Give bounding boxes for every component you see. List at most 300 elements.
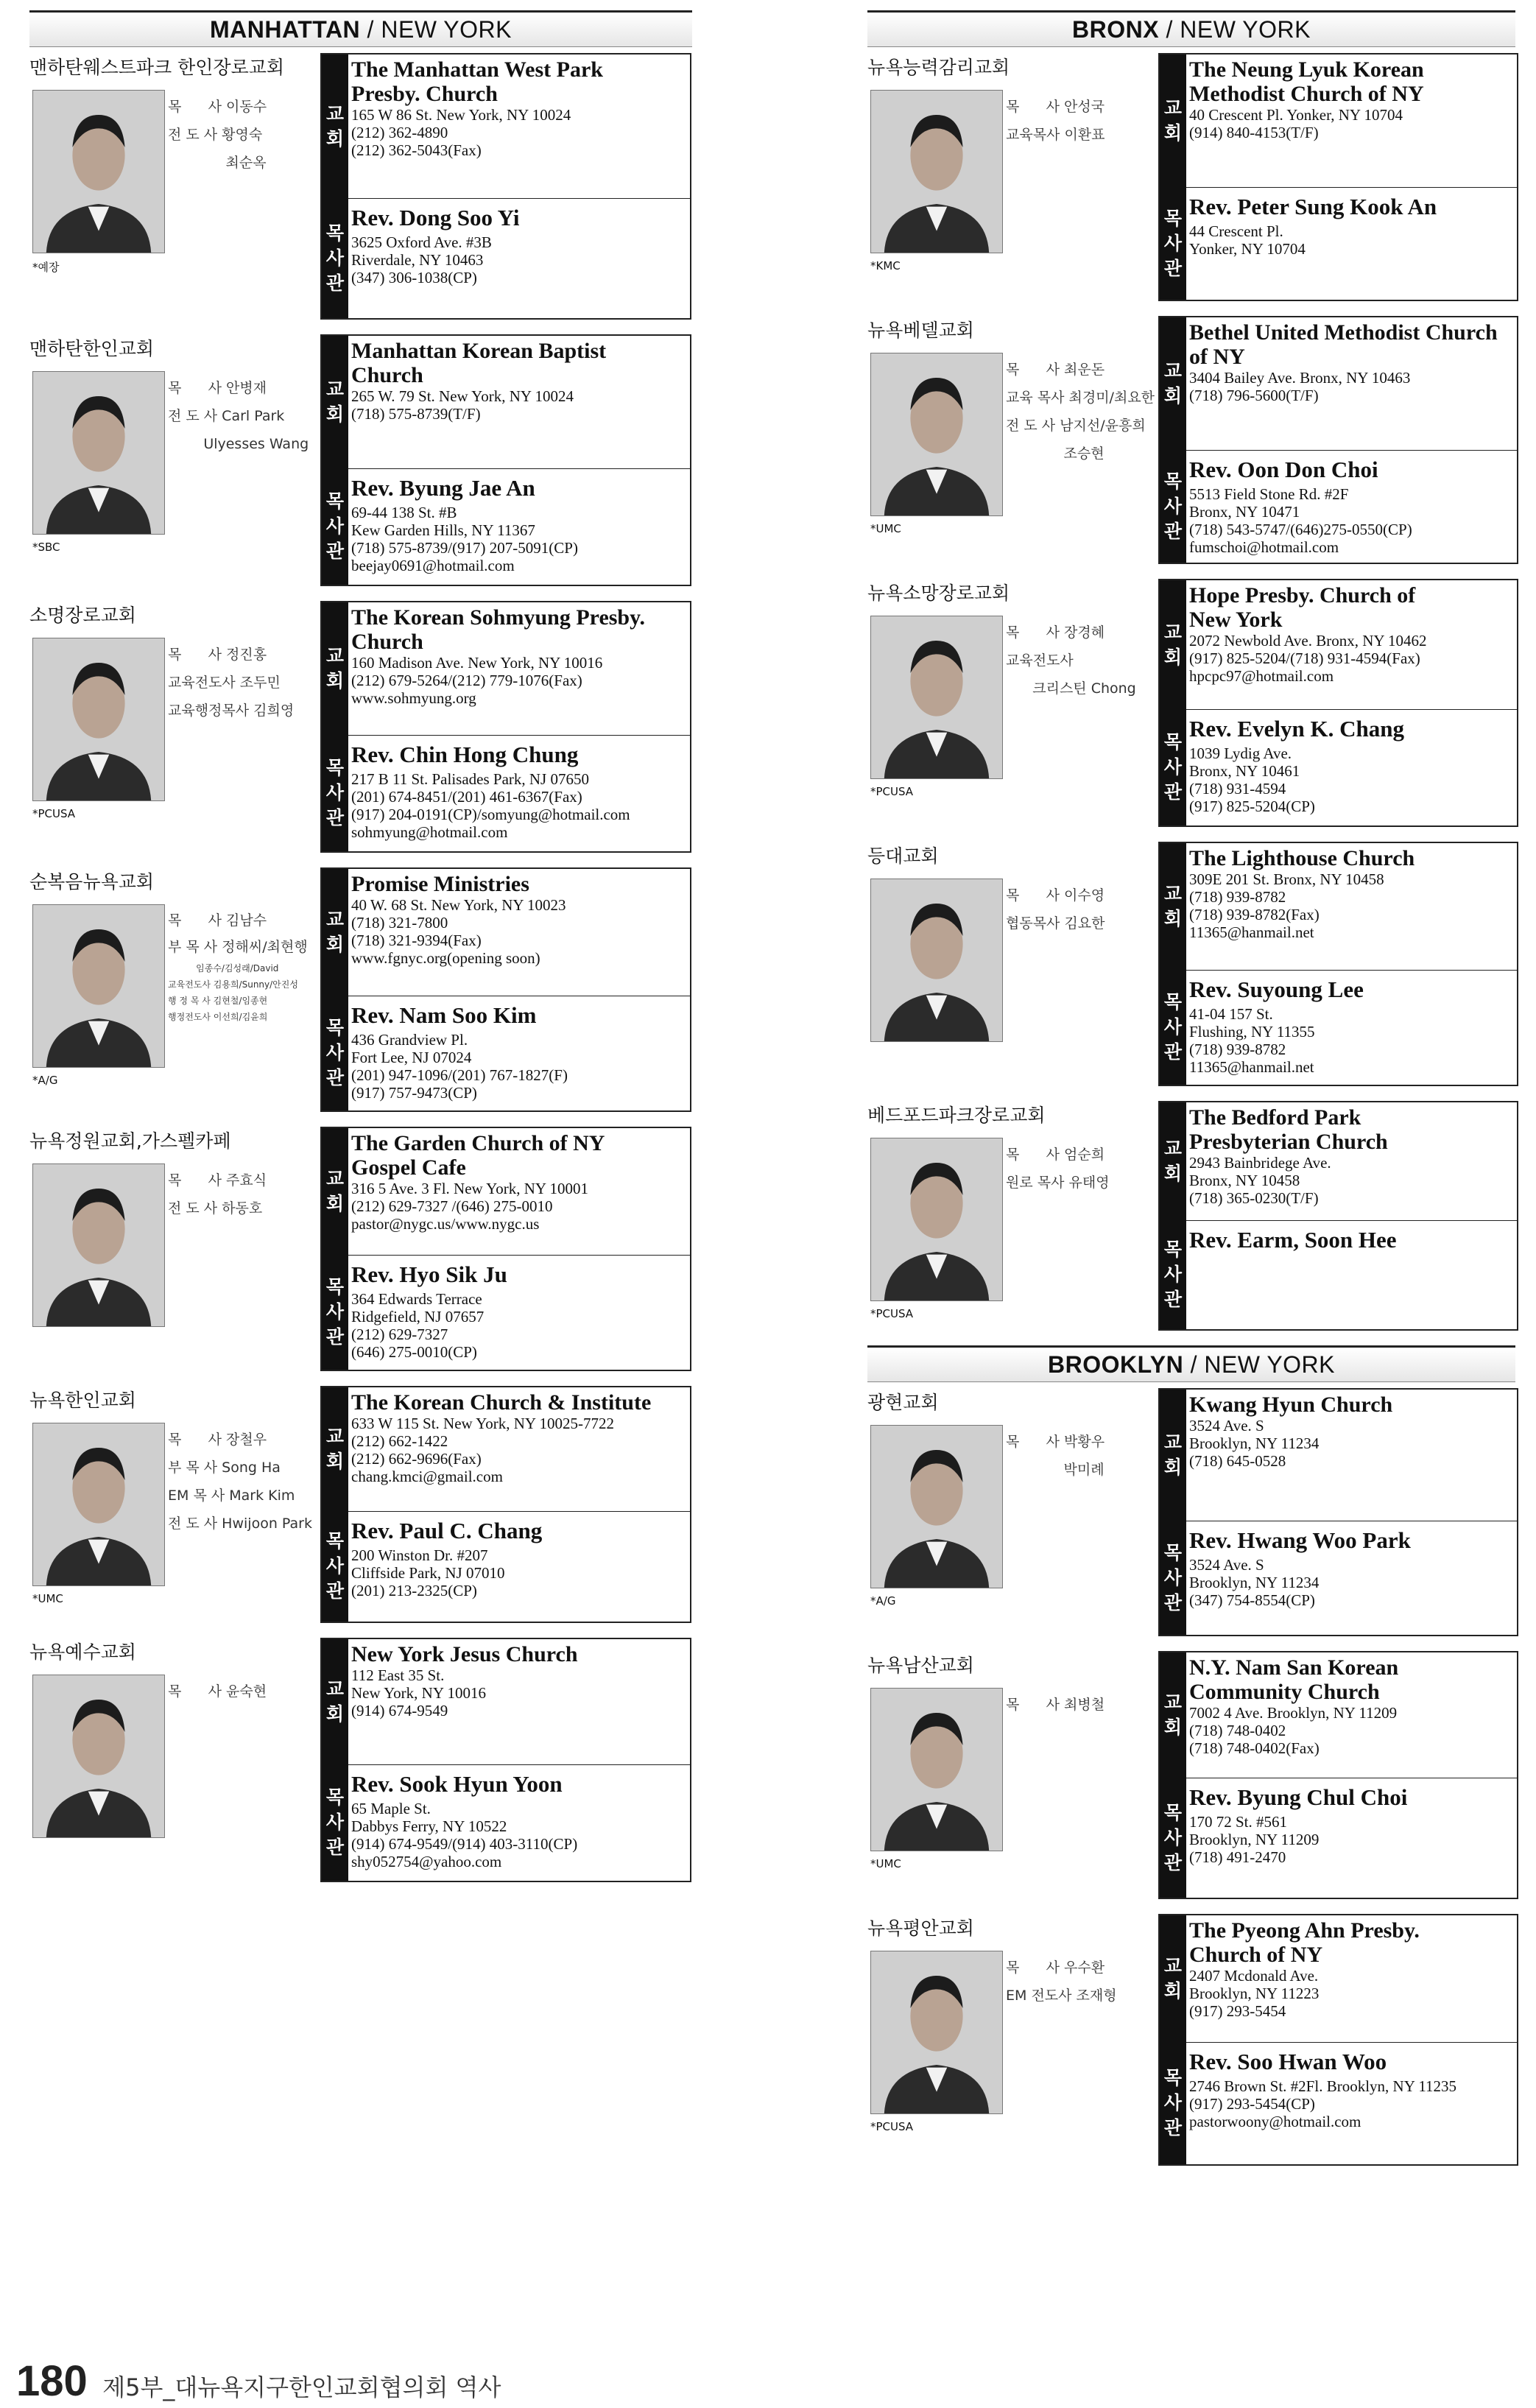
pastor-tag-char: 관 [1163, 1591, 1183, 1613]
church-contact-line: (718) 748-0402(Fax) [1189, 1739, 1320, 1757]
church-details [351, 872, 687, 967]
pastor-tag-char: 목 [325, 222, 345, 244]
staff-member: 박미례 [1006, 1462, 1105, 1478]
church-details [351, 1390, 687, 1485]
pastor-contact-line: (917) 204-0191(CP)/somyung@hotmail.com [351, 806, 630, 823]
church-details [351, 57, 687, 159]
card-divider [348, 1255, 690, 1256]
church-name: Community Church [1189, 1680, 1380, 1704]
church-contact-line: 165 W 86 St. New York, NY 10024 [351, 106, 571, 124]
church-card [320, 53, 691, 320]
staff-member: 목 사 최운돈 [1006, 362, 1105, 378]
pastor-tag-char: 목 [1163, 470, 1183, 492]
church-tag-char: 교 [325, 909, 345, 930]
korean-church-name: 베드포드파크장로교회 [867, 1105, 1046, 1126]
pastor-tag-char: 사 [325, 1812, 345, 1833]
church-entry [29, 334, 692, 592]
pastor-tag [1160, 709, 1186, 825]
pastor-name: Rev. Sook Hyun Yoon [351, 1771, 563, 1797]
church-contact-line: 2407 Mcdonald Ave. [1189, 1967, 1319, 1985]
church-tag-char: 회 [1163, 1980, 1183, 2002]
pastor-contact-line: Ridgefield, NJ 07657 [351, 1308, 485, 1326]
pastor-tag-char: 사 [1163, 1826, 1183, 1848]
church-details [1189, 57, 1514, 141]
pastor-contact-line: (212) 629-7327 [351, 1326, 448, 1343]
church-name: Methodist Church of NY [1189, 82, 1424, 106]
church-name: Promise Ministries [351, 872, 529, 896]
staff-member: 목 사 우수환 [1006, 1960, 1105, 1976]
church-info [29, 1638, 317, 1888]
church-name: Bethel United Methodist Church [1189, 320, 1498, 345]
staff-member: 전 도 사 Carl Park [168, 408, 285, 424]
region-name: BROOKLYN [1048, 1351, 1184, 1378]
staff-member: 목 사 안병재 [168, 380, 267, 396]
staff-member: 교육전도사 김용희/Sunny/안진성 [168, 979, 298, 990]
church-tag [1160, 54, 1186, 187]
staff-member: 교육전도사 조두민 [168, 675, 281, 691]
staff-member: 교육전도사 [1006, 652, 1074, 669]
church-contact-line: 2943 Bainbridege Ave. [1189, 1154, 1331, 1172]
pastor-contact-line: (646) 275-0010(CP) [351, 1343, 477, 1361]
church-details [1189, 320, 1514, 404]
church-contact-line: (212) 662-1422 [351, 1432, 448, 1450]
church-details [1189, 583, 1514, 685]
pastor-contact-line: 69-44 138 St. #B [351, 504, 457, 521]
church-name: Hope Presby. Church of [1189, 583, 1416, 608]
church-contact-line: 40 Crescent Pl. Yonker, NY 10704 [1189, 106, 1403, 124]
staff-member: 전 도 사 황영숙 [168, 127, 263, 143]
church-tag [1160, 317, 1186, 450]
church-entry [867, 1101, 1515, 1337]
staff-list [1006, 1691, 1157, 1719]
church-tag-char: 교 [1163, 1691, 1183, 1713]
pastor-contact-line: 217 B 11 St. Palisades Park, NJ 07650 [351, 770, 589, 788]
church-info [29, 601, 317, 859]
church-card [320, 867, 691, 1112]
pastor-contact-line: Dabbys Ferry, NY 10522 [351, 1817, 507, 1835]
church-tag [1160, 580, 1186, 709]
church-card [320, 1386, 691, 1623]
pastor-contact-line: (718) 543-5747/(646)275-0550(CP) [1189, 521, 1412, 538]
church-card [1158, 1651, 1518, 1899]
church-card [320, 1638, 691, 1882]
korean-church-name: 광현교회 [867, 1392, 939, 1413]
church-card [320, 1127, 691, 1371]
denomination-label: *PCUSA [32, 807, 76, 820]
pastor-contact-line: beejay0691@hotmail.com [351, 557, 515, 574]
staff-list [168, 641, 319, 725]
staff-member: 부 목 사 정해씨/최현행 [168, 939, 308, 955]
church-tag-char: 회 [325, 127, 345, 149]
staff-member: 목 사 최병철 [1006, 1697, 1105, 1713]
pastor-tag [1160, 970, 1186, 1085]
pastor-tag-char: 목 [325, 1276, 345, 1298]
church-name: The Bedford Park [1189, 1105, 1361, 1130]
church-info [867, 1914, 1155, 2172]
pastor-tag-char: 사 [325, 247, 345, 269]
korean-church-name: 뉴욕베델교회 [867, 320, 974, 341]
card-divider [1186, 709, 1517, 710]
pastor-tag-char: 목 [1163, 731, 1183, 753]
church-info [29, 1127, 317, 1377]
pastor-contact-line: (917) 825-5204(CP) [1189, 798, 1315, 815]
pastor-contact-line: 436 Grandview Pl. [351, 1031, 468, 1049]
church-tag [322, 869, 348, 996]
church-contact-line: (917) 293-5454 [1189, 2002, 1286, 2020]
pastor-contact-line: Riverdale, NY 10463 [351, 251, 484, 269]
pastor-tag [1160, 1521, 1186, 1635]
denomination-label: *PCUSA [870, 1307, 914, 1320]
region-header [867, 1345, 1515, 1382]
pastor-tag-char: 목 [1163, 1541, 1183, 1563]
church-tag-char: 회 [1163, 122, 1183, 144]
pastor-contact-line: (347) 306-1038(CP) [351, 269, 477, 286]
pastor-contact-line: Kew Garden Hills, NY 11367 [351, 521, 535, 539]
pastor-name: Rev. Hwang Woo Park [1189, 1527, 1411, 1553]
pastor-contact-line: shy052754@yahoo.com [351, 1853, 502, 1870]
card-divider [348, 735, 690, 736]
church-tag-char: 회 [1163, 1163, 1183, 1184]
denomination-label: *PCUSA [870, 2120, 914, 2133]
pastor-details [351, 742, 687, 841]
church-contact-line: 7002 4 Ave. Brooklyn, NY 11209 [1189, 1704, 1398, 1722]
pastor-photo [870, 879, 1003, 1042]
church-contact-line: (914) 674-9549 [351, 1702, 448, 1719]
pastor-name: Rev. Oon Don Choi [1189, 457, 1378, 482]
church-details [1189, 1918, 1514, 2020]
church-contact-line: 633 W 115 St. New York, NY 10025-7722 [351, 1415, 615, 1432]
church-tag-char: 교 [1163, 1955, 1183, 1976]
church-contact-line: (718) 645-0528 [1189, 1452, 1286, 1470]
pastor-tag-char: 사 [1163, 1264, 1183, 1285]
church-name: Presbyterian Church [1189, 1130, 1388, 1154]
staff-member: 목 사 안성국 [1006, 99, 1105, 115]
pastor-tag [322, 1255, 348, 1370]
pastor-tag-char: 관 [325, 1837, 345, 1858]
staff-member: 목 사 이동수 [168, 99, 267, 115]
church-contact-line: (914) 840-4153(T/F) [1189, 124, 1319, 141]
card-divider [348, 198, 690, 199]
church-details [1189, 1655, 1514, 1757]
staff-list [168, 907, 319, 1025]
pastor-contact-line: (201) 947-1096/(201) 767-1827(F) [351, 1066, 568, 1084]
pastor-tag-char: 사 [325, 1042, 345, 1063]
pastor-tag-char: 사 [1163, 2092, 1183, 2113]
church-contact-line: 2072 Newbold Ave. Bronx, NY 10462 [1189, 632, 1427, 649]
church-contact-line: (212) 679-5264/(212) 779-1076(Fax) [351, 672, 582, 689]
staff-list [168, 1677, 319, 1705]
pastor-contact-line: 11365@hanmail.net [1189, 1058, 1314, 1076]
church-entry [867, 1651, 1515, 1905]
church-contact-line: pastor@nygc.us/www.nygc.us [351, 1215, 540, 1233]
pastor-photo [32, 90, 165, 253]
staff-member: 최순옥 [168, 155, 267, 171]
staff-member: 목 사 장철우 [168, 1432, 267, 1448]
church-contact-line: (212) 362-5043(Fax) [351, 141, 482, 159]
church-tag-char: 교 [325, 1426, 345, 1447]
pastor-tag-char: 목 [1163, 207, 1183, 229]
staff-member: 협동목사 김요한 [1006, 915, 1105, 932]
church-contact-line: (718) 748-0402 [1189, 1722, 1286, 1739]
pastor-photo [870, 1425, 1003, 1588]
church-name: Manhattan Korean Baptist [351, 339, 607, 363]
church-contact-line: 40 W. 68 St. New York, NY 10023 [351, 896, 566, 914]
pastor-tag-char: 목 [325, 757, 345, 778]
pastor-tag [322, 1764, 348, 1881]
pastor-contact-line: Cliffside Park, NJ 07010 [351, 1564, 505, 1582]
denomination-label: *A/G [32, 1074, 58, 1087]
pastor-tag [322, 1511, 348, 1622]
pastor-tag-char: 목 [1163, 2067, 1183, 2088]
church-tag-char: 회 [325, 670, 345, 691]
pastor-contact-line: 5513 Field Stone Rd. #2F [1189, 485, 1349, 503]
pastor-contact-line: (718) 575-8739/(917) 207-5091(CP) [351, 539, 578, 557]
church-card [1158, 53, 1518, 301]
staff-list [1006, 1428, 1157, 1484]
staff-member: 목 사 엄순희 [1006, 1147, 1105, 1163]
pastor-name: Rev. Chin Hong Chung [351, 742, 579, 767]
pastor-contact-line: 1039 Lydig Ave. [1189, 744, 1292, 762]
church-tag-char: 교 [1163, 97, 1183, 119]
church-name: Church of NY [1189, 1943, 1323, 1967]
pastor-photo [32, 1163, 165, 1327]
pastor-contact-line: (718) 939-8782 [1189, 1041, 1286, 1058]
staff-member: 목 사 박황우 [1006, 1434, 1105, 1450]
pastor-name: Rev. Hyo Sik Ju [351, 1261, 507, 1287]
pastor-tag-char: 사 [325, 782, 345, 803]
staff-list [168, 1426, 319, 1538]
pastor-tag-char: 사 [325, 1555, 345, 1577]
staff-member: 부 목 사 Song Ha [168, 1460, 281, 1476]
church-tag-char: 회 [325, 1451, 345, 1472]
pastor-tag-char: 관 [1163, 1851, 1183, 1873]
pastor-details [1189, 2049, 1514, 2130]
staff-member: Ulyesses Wang [168, 436, 309, 452]
korean-church-name: 맨하탄웨스트파크 한인장로교회 [29, 57, 285, 78]
korean-church-name: 순복음뉴욕교회 [29, 871, 155, 893]
staff-list [1006, 356, 1157, 468]
church-tag-char: 회 [1163, 908, 1183, 929]
pastor-contact-line: 200 Winston Dr. #207 [351, 1546, 488, 1564]
church-name: The Neung Lyuk Korean [1189, 57, 1424, 82]
pastor-tag-char: 관 [325, 1067, 345, 1088]
church-tag [322, 1387, 348, 1511]
pastor-tag-char: 목 [325, 1530, 345, 1552]
pastor-contact-line: Yonker, NY 10704 [1189, 240, 1306, 258]
church-info [867, 53, 1155, 307]
church-tag [322, 1128, 348, 1255]
church-tag [1160, 1915, 1186, 2042]
pastor-tag [322, 996, 348, 1110]
church-tag-char: 교 [1163, 1432, 1183, 1453]
pastor-tag-char: 사 [325, 515, 345, 537]
staff-member: 목 사 김남수 [168, 912, 267, 929]
pastor-tag-char: 관 [1163, 1289, 1183, 1310]
church-entry [29, 1127, 692, 1377]
church-tag-char: 회 [1163, 385, 1183, 406]
pastor-tag-char: 사 [1163, 1566, 1183, 1588]
staff-member: 행정전도사 이선희/김윤희 [168, 1012, 268, 1022]
pastor-tag-char: 사 [1163, 1016, 1183, 1038]
pastor-contact-line: Flushing, NY 11355 [1189, 1023, 1315, 1041]
pastor-details [351, 476, 687, 574]
church-contact-line: 265 W. 79 St. New York, NY 10024 [351, 387, 574, 405]
church-tag [322, 602, 348, 735]
church-tag-char: 교 [1163, 360, 1183, 381]
pastor-photo [32, 371, 165, 535]
church-contact-line: (718) 365-0230(T/F) [1189, 1189, 1319, 1207]
pastor-name: Rev. Earm, Soon Hee [1189, 1227, 1397, 1253]
church-tag-char: 교 [325, 1168, 345, 1189]
church-info [29, 334, 317, 592]
korean-church-name: 뉴욕한인교회 [29, 1390, 136, 1411]
church-entry [29, 867, 692, 1118]
church-tag-char: 회 [325, 404, 345, 425]
staff-member: 크리스틴 Chong [1006, 680, 1136, 697]
church-name: The Lighthouse Church [1189, 846, 1415, 870]
card-divider [1186, 450, 1517, 451]
pastor-details [1189, 977, 1514, 1076]
denomination-label: *UMC [870, 1857, 901, 1870]
staff-member: 조승현 [1006, 446, 1105, 462]
pastor-contact-line: 41-04 157 St. [1189, 1005, 1273, 1023]
church-info [29, 1386, 317, 1629]
church-contact-line: 11365@hanmail.net [1189, 923, 1314, 941]
church-name: Church [351, 363, 423, 387]
page-number: 180 [16, 2357, 88, 2405]
church-details [351, 1131, 687, 1233]
church-contact-line: (718) 321-7800 [351, 914, 448, 932]
staff-member: 목 사 정진홍 [168, 647, 267, 663]
church-contact-line: (718) 321-9394(Fax) [351, 932, 482, 949]
pastor-contact-line: Fort Lee, NJ 07024 [351, 1049, 472, 1066]
pastor-details [1189, 457, 1514, 556]
church-name: N.Y. Nam San Korean [1189, 1655, 1399, 1680]
pastor-tag-char: 목 [1163, 1239, 1183, 1260]
pastor-tag-char: 목 [1163, 991, 1183, 1013]
church-entry [867, 316, 1515, 570]
pastor-tag [322, 468, 348, 585]
region-state: / NEW YORK [1159, 16, 1311, 43]
denomination-label: *PCUSA [870, 785, 914, 798]
church-details [351, 605, 687, 707]
staff-list [1006, 1141, 1157, 1197]
pastor-contact-line: (917) 757-9473(CP) [351, 1084, 477, 1102]
church-details [1189, 1393, 1514, 1470]
card-divider [348, 468, 690, 469]
church-name: Kwang Hyun Church [1189, 1393, 1393, 1417]
pastor-contact-line: Bronx, NY 10461 [1189, 762, 1300, 780]
staff-list [168, 93, 319, 177]
pastor-contact-line: 364 Edwards Terrace [351, 1290, 482, 1308]
denomination-label: *UMC [870, 522, 901, 535]
pastor-details [1189, 1785, 1514, 1866]
pastor-photo [870, 616, 1003, 779]
pastor-photo [32, 1423, 165, 1586]
pastor-tag-char: 관 [1163, 1041, 1183, 1063]
church-name: The Korean Church & Institute [351, 1390, 652, 1415]
pastor-tag-char: 관 [325, 541, 345, 562]
church-contact-line: (718) 939-8782(Fax) [1189, 906, 1320, 923]
pastor-photo [870, 1138, 1003, 1301]
church-contact-line: 112 East 35 St. [351, 1666, 445, 1684]
staff-list [1006, 93, 1157, 149]
pastor-name: Rev. Nam Soo Kim [351, 1002, 537, 1028]
pastor-name: Rev. Soo Hwan Woo [1189, 2049, 1387, 2074]
region-header [29, 10, 692, 47]
church-contact-line: (718) 796-5600(T/F) [1189, 387, 1319, 404]
church-tag [1160, 1102, 1186, 1220]
denomination-label: *예장 [32, 261, 60, 274]
church-card [320, 601, 691, 853]
church-contact-line: Brooklyn, NY 11223 [1189, 1985, 1320, 2002]
staff-list [1006, 619, 1157, 703]
staff-list [168, 1166, 319, 1222]
region-name: MANHATTAN [210, 16, 361, 43]
pastor-contact-line: (718) 931-4594 [1189, 780, 1286, 798]
pastor-photo [32, 638, 165, 801]
church-entry [29, 601, 692, 859]
pastor-contact-line: (201) 674-8451/(201) 461-6367(Fax) [351, 788, 582, 806]
church-tag [1160, 843, 1186, 970]
staff-member: 목 사 이수영 [1006, 887, 1105, 904]
denomination-label: *SBC [32, 541, 60, 554]
church-card [1158, 842, 1518, 1086]
pastor-photo [32, 904, 165, 1068]
korean-church-name: 뉴욕정원교회,가스펠카페 [29, 1130, 231, 1152]
church-tag [322, 54, 348, 198]
church-contact-line: New York, NY 10016 [351, 1684, 486, 1702]
church-details [351, 1642, 687, 1719]
pastor-name: Rev. Dong Soo Yi [351, 205, 520, 230]
church-contact-line: (212) 662-9696(Fax) [351, 1450, 482, 1468]
church-tag-char: 회 [325, 1703, 345, 1725]
church-entry [867, 1388, 1515, 1642]
church-contact-line: (917) 825-5204/(718) 931-4594(Fax) [1189, 649, 1420, 667]
church-card [320, 334, 691, 586]
church-name: The Korean Sohmyung Presby. [351, 605, 645, 630]
pastor-tag-char: 사 [1163, 495, 1183, 517]
church-name: of NY [1189, 345, 1245, 369]
church-name: New York [1189, 608, 1283, 632]
pastor-contact-line: fumschoi@hotmail.com [1189, 538, 1339, 556]
pastor-details [1189, 717, 1514, 815]
church-tag-char: 회 [325, 1193, 345, 1214]
church-contact-line: Brooklyn, NY 11234 [1189, 1434, 1320, 1452]
staff-list [1006, 1954, 1157, 2010]
pastor-contact-line: 44 Crescent Pl. [1189, 222, 1283, 240]
church-card [1158, 1101, 1518, 1331]
korean-church-name: 뉴욕예수교회 [29, 1641, 136, 1663]
church-tag [322, 1639, 348, 1764]
staff-member: 행 정 목 사 김현철/임종현 [168, 996, 268, 1006]
church-contact-line: www.sohmyung.org [351, 689, 476, 707]
pastor-contact-line: 3625 Oxford Ave. #3B [351, 233, 492, 251]
korean-church-name: 등대교회 [867, 845, 939, 867]
church-tag-char: 교 [325, 645, 345, 666]
pastor-tag-char: 관 [325, 1326, 345, 1348]
church-tag-char: 교 [1163, 883, 1183, 904]
church-card [1158, 1914, 1518, 2166]
page-footer [16, 2356, 501, 2406]
korean-church-name: 뉴욕소망장로교회 [867, 582, 1010, 604]
denomination-label: *KMC [870, 259, 901, 272]
pastor-tag-char: 관 [325, 807, 345, 828]
pastor-contact-line: 65 Maple St. [351, 1800, 431, 1817]
church-contact-line: Bronx, NY 10458 [1189, 1172, 1300, 1189]
staff-member: 전 도 사 Hwijoon Park [168, 1515, 312, 1532]
church-contact-line: www.fgnyc.org(opening soon) [351, 949, 540, 967]
